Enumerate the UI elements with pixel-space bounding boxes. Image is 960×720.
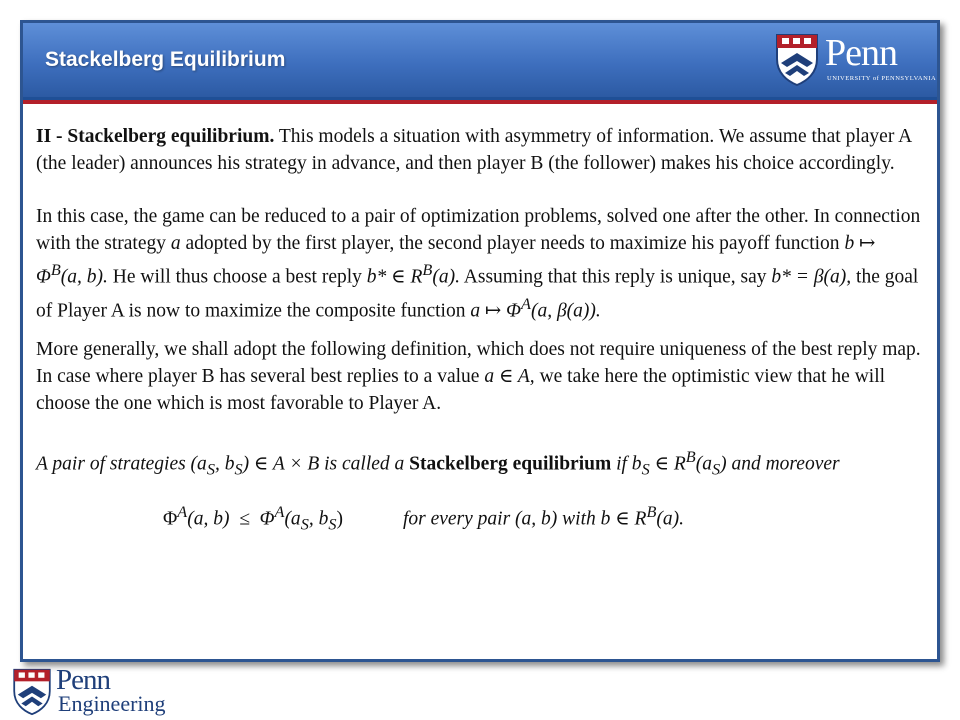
- paragraph-optimization: In this case, the game can be reduced to a pair of optimization problems, solved one after the other. In connection with the strategy a adopted by the first player, the second player needs to maximize his payoff function b ↦ $\Phi^B(a$, b). He will thus choose a best reply b* ∈ $R^B(a)$. Assuming that this reply is unique, say b* = β(a), the goal of Player A is now to maximize the composite function a ↦ $\Phi^A(a$, β(a)).: [36, 206, 921, 321]
- penn-logo: [775, 32, 937, 89]
- penn-engineering-logo: [12, 664, 172, 718]
- paragraph-general: More generally, we shall adopt the following definition, which does not require uniqueness of the best reply map. In case where player B has several best replies to a value a ∈ A, we take here the optimistic view that he will choose the one which is most favorable to Player A.: [36, 339, 921, 414]
- penn-wordmark: Penn: [825, 32, 897, 74]
- definition: A pair of strategies ($a_S$, $b_S$) ∈ A × B is called a Stackelberg equilibrium if $b_S$ ∈ $R^B(a_S)$ and moreover: [36, 448, 840, 479]
- section-heading: II - Stackelberg equilibrium.: [36, 126, 275, 147]
- header-rule-red: [23, 100, 937, 104]
- slide-title: Stackelberg Equilibrium: [45, 48, 286, 71]
- penn-wordmark: Penn: [56, 664, 110, 696]
- penn-shield-icon: [12, 668, 52, 716]
- engineering-wordmark: Engineering: [58, 691, 166, 716]
- penn-shield-icon: [775, 33, 819, 87]
- definition-term: Stackelberg equilibrium: [409, 453, 612, 475]
- equilibrium-formula: $\Phi^A(a$, $b) \le \Phi^A(a_S$, $b_S$) for every pair (a, b) with b ∈ $R^B(a)$.: [163, 503, 685, 534]
- slide-body: [36, 123, 926, 539]
- penn-subtitle: UNIVERSITY of PENNSYLVANIA: [827, 75, 937, 82]
- slide-frame: [20, 20, 940, 662]
- slide-header: [23, 23, 937, 97]
- paragraph-intro: II - Stackelberg equilibrium. This models a situation with asymmetry of information. We assume that player A (the leader) announces his strategy in advance, and then player B (the follower) makes his choice accordingly.: [36, 126, 912, 174]
